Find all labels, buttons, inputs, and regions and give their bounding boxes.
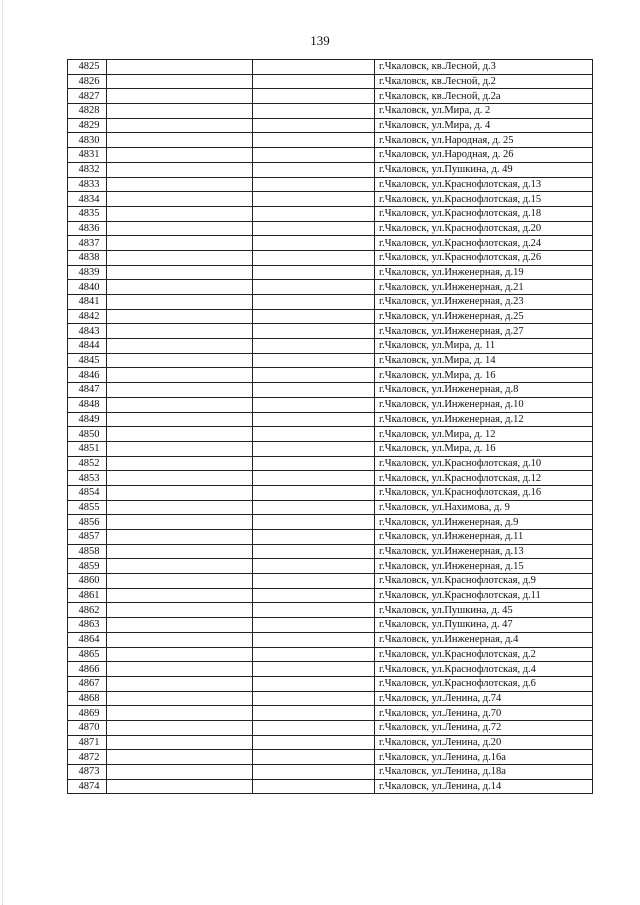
address-cell: г.Чкаловск, кв.Лесной, д.2а (375, 89, 593, 104)
empty-cell (253, 485, 375, 500)
row-number: 4838 (68, 250, 107, 265)
row-number: 4842 (68, 309, 107, 324)
row-number: 4852 (68, 456, 107, 471)
address-cell: г.Чкаловск, ул.Краснофлотская, д.11 (375, 588, 593, 603)
row-number: 4837 (68, 236, 107, 251)
row-number: 4853 (68, 471, 107, 486)
address-cell: г.Чкаловск, ул.Мира, д. 4 (375, 118, 593, 133)
table-row (68, 427, 593, 442)
empty-cell (253, 530, 375, 545)
empty-cell (253, 441, 375, 456)
address-cell: г.Чкаловск, ул.Народная, д. 25 (375, 133, 593, 148)
empty-cell (107, 515, 253, 530)
table-row (68, 720, 593, 735)
empty-cell (253, 148, 375, 163)
row-number: 4865 (68, 647, 107, 662)
table-row (68, 221, 593, 236)
table-row (68, 60, 593, 75)
table-row (68, 353, 593, 368)
row-number: 4858 (68, 544, 107, 559)
address-cell: г.Чкаловск, ул.Мира, д. 12 (375, 427, 593, 442)
table-row (68, 691, 593, 706)
empty-cell (107, 206, 253, 221)
row-number: 4836 (68, 221, 107, 236)
empty-cell (107, 603, 253, 618)
address-cell: г.Чкаловск, ул.Мира, д. 2 (375, 104, 593, 119)
address-cell: г.Чкаловск, ул.Краснофлотская, д.15 (375, 192, 593, 207)
table-row (68, 632, 593, 647)
address-cell: г.Чкаловск, ул.Инженерная, д.11 (375, 530, 593, 545)
row-number: 4846 (68, 368, 107, 383)
table-row (68, 104, 593, 119)
empty-cell (253, 676, 375, 691)
row-number: 4870 (68, 720, 107, 735)
empty-cell (253, 353, 375, 368)
table-row (68, 412, 593, 427)
empty-cell (107, 221, 253, 236)
empty-cell (253, 603, 375, 618)
empty-cell (253, 74, 375, 89)
empty-cell (253, 515, 375, 530)
empty-cell (253, 706, 375, 721)
row-number: 4840 (68, 280, 107, 295)
row-number: 4860 (68, 574, 107, 589)
table-row (68, 779, 593, 794)
empty-cell (107, 236, 253, 251)
row-number: 4859 (68, 559, 107, 574)
address-cell: г.Чкаловск, ул.Краснофлотская, д.4 (375, 662, 593, 677)
address-cell: г.Чкаловск, ул.Пушкина, д. 45 (375, 603, 593, 618)
address-cell: г.Чкаловск, ул.Инженерная, д.25 (375, 309, 593, 324)
empty-cell (107, 471, 253, 486)
row-number: 4847 (68, 383, 107, 398)
empty-cell (107, 383, 253, 398)
row-number: 4867 (68, 676, 107, 691)
address-cell: г.Чкаловск, ул.Мира, д. 16 (375, 441, 593, 456)
empty-cell (253, 383, 375, 398)
table-row (68, 74, 593, 89)
empty-cell (107, 148, 253, 163)
row-number: 4854 (68, 485, 107, 500)
empty-cell (107, 750, 253, 765)
empty-cell (253, 456, 375, 471)
empty-cell (107, 177, 253, 192)
row-number: 4835 (68, 206, 107, 221)
table-row (68, 618, 593, 633)
empty-cell (253, 265, 375, 280)
empty-cell (107, 353, 253, 368)
empty-cell (253, 280, 375, 295)
table-row (68, 339, 593, 354)
row-number: 4862 (68, 603, 107, 618)
row-number: 4872 (68, 750, 107, 765)
address-cell: г.Чкаловск, ул.Ленина, д.14 (375, 779, 593, 794)
address-cell: г.Чкаловск, кв.Лесной, д.2 (375, 74, 593, 89)
table-body (68, 60, 593, 794)
empty-cell (107, 60, 253, 75)
address-cell: г.Чкаловск, ул.Краснофлотская, д.10 (375, 456, 593, 471)
empty-cell (107, 74, 253, 89)
empty-cell (253, 397, 375, 412)
row-number: 4831 (68, 148, 107, 163)
address-cell: г.Чкаловск, ул.Пушкина, д. 47 (375, 618, 593, 633)
table-row (68, 515, 593, 530)
table-row (68, 647, 593, 662)
empty-cell (253, 177, 375, 192)
empty-cell (107, 676, 253, 691)
empty-cell (107, 295, 253, 310)
address-cell: г.Чкаловск, ул.Краснофлотская, д.9 (375, 574, 593, 589)
empty-cell (253, 221, 375, 236)
empty-cell (253, 559, 375, 574)
row-number: 4832 (68, 162, 107, 177)
empty-cell (253, 765, 375, 780)
address-cell: г.Чкаловск, ул.Краснофлотская, д.6 (375, 676, 593, 691)
empty-cell (107, 706, 253, 721)
empty-cell (107, 192, 253, 207)
empty-cell (107, 309, 253, 324)
table-row (68, 676, 593, 691)
address-cell: г.Чкаловск, ул.Инженерная, д.8 (375, 383, 593, 398)
address-cell: г.Чкаловск, ул.Ленина, д.70 (375, 706, 593, 721)
empty-cell (253, 60, 375, 75)
empty-cell (107, 720, 253, 735)
address-cell: г.Чкаловск, ул.Инженерная, д.21 (375, 280, 593, 295)
row-number: 4845 (68, 353, 107, 368)
address-cell: г.Чкаловск, ул.Инженерная, д.23 (375, 295, 593, 310)
row-number: 4874 (68, 779, 107, 794)
table-row (68, 588, 593, 603)
table-row (68, 765, 593, 780)
empty-cell (253, 192, 375, 207)
table-row (68, 544, 593, 559)
address-cell: г.Чкаловск, ул.Краснофлотская, д.26 (375, 250, 593, 265)
row-number: 4869 (68, 706, 107, 721)
empty-cell (253, 324, 375, 339)
table-row (68, 706, 593, 721)
row-number: 4848 (68, 397, 107, 412)
empty-cell (107, 544, 253, 559)
empty-cell (107, 574, 253, 589)
address-cell: г.Чкаловск, ул.Пушкина, д. 49 (375, 162, 593, 177)
address-cell: г.Чкаловск, ул.Инженерная, д.12 (375, 412, 593, 427)
empty-cell (253, 662, 375, 677)
table-row (68, 206, 593, 221)
empty-cell (107, 133, 253, 148)
empty-cell (253, 632, 375, 647)
table-row (68, 750, 593, 765)
empty-cell (107, 765, 253, 780)
empty-cell (253, 162, 375, 177)
table-row (68, 162, 593, 177)
empty-cell (253, 368, 375, 383)
table-row (68, 118, 593, 133)
empty-cell (253, 574, 375, 589)
empty-cell (107, 691, 253, 706)
table-row (68, 574, 593, 589)
address-cell: г.Чкаловск, ул.Краснофлотская, д.12 (375, 471, 593, 486)
table-row (68, 383, 593, 398)
empty-cell (253, 779, 375, 794)
table-row (68, 603, 593, 618)
row-number: 4844 (68, 339, 107, 354)
row-number: 4827 (68, 89, 107, 104)
empty-cell (107, 250, 253, 265)
row-number: 4828 (68, 104, 107, 119)
empty-cell (107, 588, 253, 603)
table-row (68, 192, 593, 207)
table-row (68, 485, 593, 500)
row-number: 4826 (68, 74, 107, 89)
address-cell: г.Чкаловск, ул.Краснофлотская, д.13 (375, 177, 593, 192)
empty-cell (107, 265, 253, 280)
empty-cell (107, 662, 253, 677)
row-number: 4864 (68, 632, 107, 647)
empty-cell (253, 89, 375, 104)
table-row (68, 456, 593, 471)
row-number: 4829 (68, 118, 107, 133)
empty-cell (107, 618, 253, 633)
address-cell: г.Чкаловск, ул.Ленина, д.72 (375, 720, 593, 735)
address-cell: г.Чкаловск, ул.Инженерная, д.4 (375, 632, 593, 647)
table-row (68, 89, 593, 104)
row-number: 4855 (68, 500, 107, 515)
row-number: 4851 (68, 441, 107, 456)
row-number: 4871 (68, 735, 107, 750)
empty-cell (253, 309, 375, 324)
table-row (68, 324, 593, 339)
row-number: 4857 (68, 530, 107, 545)
empty-cell (107, 559, 253, 574)
empty-cell (253, 750, 375, 765)
table-row (68, 397, 593, 412)
address-cell: г.Чкаловск, ул.Нахимова, д. 9 (375, 500, 593, 515)
empty-cell (107, 280, 253, 295)
row-number: 4866 (68, 662, 107, 677)
empty-cell (253, 618, 375, 633)
empty-cell (107, 162, 253, 177)
empty-cell (253, 133, 375, 148)
empty-cell (253, 588, 375, 603)
empty-cell (107, 397, 253, 412)
empty-cell (253, 427, 375, 442)
scan-edge (2, 0, 3, 905)
row-number: 4868 (68, 691, 107, 706)
address-cell: г.Чкаловск, ул.Инженерная, д.10 (375, 397, 593, 412)
empty-cell (253, 339, 375, 354)
address-cell: г.Чкаловск, ул.Мира, д. 16 (375, 368, 593, 383)
table-row (68, 662, 593, 677)
address-cell: г.Чкаловск, ул.Краснофлотская, д.20 (375, 221, 593, 236)
empty-cell (107, 368, 253, 383)
row-number: 4833 (68, 177, 107, 192)
address-cell: г.Чкаловск, ул.Краснофлотская, д.2 (375, 647, 593, 662)
address-cell: г.Чкаловск, ул.Краснофлотская, д.18 (375, 206, 593, 221)
address-table (67, 59, 593, 794)
address-cell: г.Чкаловск, ул.Мира, д. 14 (375, 353, 593, 368)
row-number: 4850 (68, 427, 107, 442)
empty-cell (253, 471, 375, 486)
empty-cell (253, 412, 375, 427)
row-number: 4839 (68, 265, 107, 280)
row-number: 4863 (68, 618, 107, 633)
table-row (68, 295, 593, 310)
table-row (68, 250, 593, 265)
row-number: 4841 (68, 295, 107, 310)
empty-cell (253, 735, 375, 750)
address-cell: г.Чкаловск, ул.Инженерная, д.27 (375, 324, 593, 339)
empty-cell (253, 104, 375, 119)
empty-cell (253, 691, 375, 706)
table-row (68, 530, 593, 545)
empty-cell (107, 779, 253, 794)
address-cell: г.Чкаловск, ул.Ленина, д.74 (375, 691, 593, 706)
row-number: 4861 (68, 588, 107, 603)
table-row (68, 177, 593, 192)
table-row (68, 735, 593, 750)
address-cell: г.Чкаловск, ул.Краснофлотская, д.16 (375, 485, 593, 500)
empty-cell (107, 456, 253, 471)
empty-cell (107, 339, 253, 354)
address-cell: г.Чкаловск, ул.Ленина, д.20 (375, 735, 593, 750)
page-number: 139 (310, 33, 330, 48)
address-cell: г.Чкаловск, ул.Инженерная, д.19 (375, 265, 593, 280)
empty-cell (107, 485, 253, 500)
empty-cell (107, 632, 253, 647)
empty-cell (107, 530, 253, 545)
table-row (68, 236, 593, 251)
table-row (68, 441, 593, 456)
empty-cell (253, 544, 375, 559)
empty-cell (253, 500, 375, 515)
address-cell: г.Чкаловск, ул.Ленина, д.18а (375, 765, 593, 780)
table-row (68, 309, 593, 324)
row-number: 4849 (68, 412, 107, 427)
table-row (68, 368, 593, 383)
empty-cell (253, 647, 375, 662)
table-row (68, 280, 593, 295)
row-number: 4843 (68, 324, 107, 339)
address-cell: г.Чкаловск, ул.Инженерная, д.9 (375, 515, 593, 530)
empty-cell (107, 104, 253, 119)
empty-cell (253, 206, 375, 221)
address-cell: г.Чкаловск, ул.Ленина, д.16а (375, 750, 593, 765)
empty-cell (253, 720, 375, 735)
empty-cell (107, 500, 253, 515)
empty-cell (107, 118, 253, 133)
empty-cell (253, 236, 375, 251)
row-number: 4856 (68, 515, 107, 530)
empty-cell (107, 412, 253, 427)
empty-cell (107, 427, 253, 442)
table-row (68, 500, 593, 515)
table-row (68, 559, 593, 574)
empty-cell (107, 89, 253, 104)
address-cell: г.Чкаловск, ул.Мира, д. 11 (375, 339, 593, 354)
address-cell: г.Чкаловск, ул.Инженерная, д.15 (375, 559, 593, 574)
empty-cell (107, 647, 253, 662)
table-row (68, 471, 593, 486)
empty-cell (253, 295, 375, 310)
empty-cell (107, 324, 253, 339)
empty-cell (253, 250, 375, 265)
row-number: 4834 (68, 192, 107, 207)
table-row (68, 148, 593, 163)
address-cell: г.Чкаловск, ул.Краснофлотская, д.24 (375, 236, 593, 251)
address-cell: г.Чкаловск, ул.Инженерная, д.13 (375, 544, 593, 559)
address-cell: г.Чкаловск, ул.Народная, д. 26 (375, 148, 593, 163)
table-row (68, 265, 593, 280)
empty-cell (107, 735, 253, 750)
empty-cell (107, 441, 253, 456)
address-cell: г.Чкаловск, кв.Лесной, д.3 (375, 60, 593, 75)
row-number: 4825 (68, 60, 107, 75)
row-number: 4830 (68, 133, 107, 148)
empty-cell (253, 118, 375, 133)
row-number: 4873 (68, 765, 107, 780)
table-row (68, 133, 593, 148)
